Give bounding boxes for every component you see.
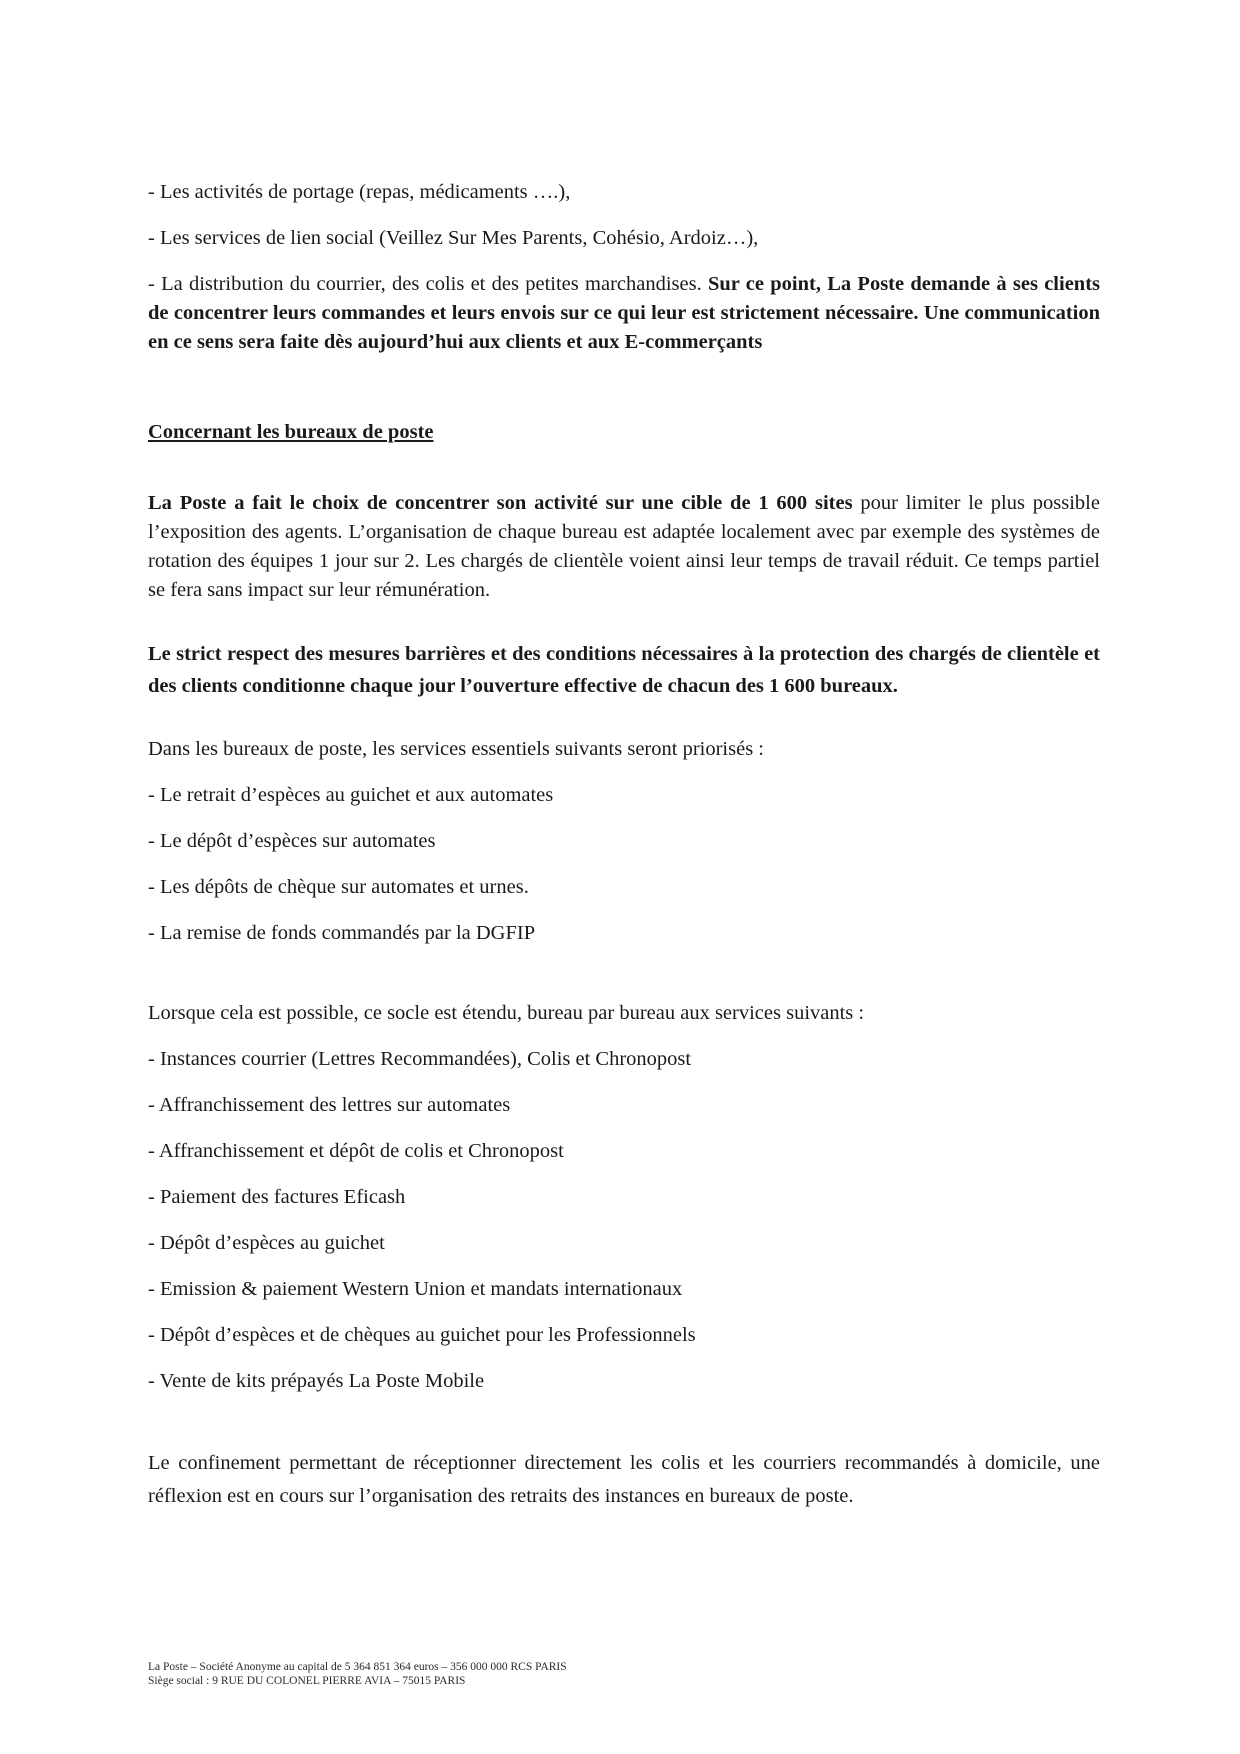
paragraph-sites bbox=[148, 489, 1100, 605]
list-item: - Dépôt d’espèces et de chèques au guichet pour les Professionnels bbox=[148, 1324, 696, 1346]
list-item: - Le retrait d’espèces au guichet et aux automates bbox=[148, 784, 554, 806]
distribution-paragraph bbox=[148, 270, 1100, 357]
section-heading: Concernant les bureaux de poste bbox=[148, 421, 434, 443]
closing-paragraph: Le confinement permettant de réceptionner directement les colis et les courriers recommandés à domicile, une réflexion est en cours sur l’organisation des retraits des instances en bureaux de poste. bbox=[148, 1452, 1100, 1507]
essential-services-intro: Dans les bureaux de poste, les services essentiels suivants seront priorisés : bbox=[148, 738, 765, 760]
paragraph-barrier-measures: Le strict respect des mesures barrières et des conditions nécessaires à la protection des chargés de clientèle et des clients conditionne chaque jour l’ouverture effective de chacun des 1 600 bureaux. bbox=[148, 643, 1100, 697]
document-body bbox=[148, 178, 1100, 1513]
list-item: - La remise de fonds commandés par la DGFIP bbox=[148, 922, 536, 944]
list-item: - Paiement des factures Eficash bbox=[148, 1186, 406, 1208]
list-item: - Les services de lien social (Veillez Sur Mes Parents, Cohésio, Ardoiz…), bbox=[148, 227, 759, 249]
paragraph-sites-text: pour limiter le plus possible l’exposition des agents. L’organisation de chaque bureau est adaptée localement avec par exemple des systèmes de rotation des équipes 1 jour sur 2. Les chargés de clientèle voient ainsi leur temps de travail réduit. Ce temps partiel se fera sans impact sur leur rémunération. bbox=[148, 492, 1100, 601]
list-item: - Vente de kits prépayés La Poste Mobile bbox=[148, 1370, 485, 1392]
distribution-text: - La distribution du courrier, des colis et des petites marchandises. bbox=[148, 273, 708, 295]
extended-services-intro: Lorsque cela est possible, ce socle est étendu, bureau par bureau aux services suivants : bbox=[148, 1002, 865, 1024]
paragraph-sites-bold: La Poste a fait le choix de concentrer son activité sur une cible de 1 600 sites bbox=[148, 492, 853, 514]
list-item: - Emission & paiement Western Union et mandats internationaux bbox=[148, 1278, 683, 1300]
list-item: - Affranchissement des lettres sur automates bbox=[148, 1094, 511, 1116]
list-item: - Les activités de portage (repas, médicaments ….), bbox=[148, 181, 571, 203]
footer-company-line: La Poste – Société Anonyme au capital de 5 364 851 364 euros – 356 000 000 RCS PARIS bbox=[148, 1661, 567, 1673]
list-item: - Le dépôt d’espèces sur automates bbox=[148, 830, 436, 852]
list-item: - Affranchissement et dépôt de colis et Chronopost bbox=[148, 1140, 564, 1162]
distribution-bold-text: Sur ce point, La Poste demande à ses clients de concentrer leurs commandes et leurs envois sur ce qui leur est strictement nécessaire. Une communication en ce sens sera faite dès aujourd’hui aux clients et aux E-commerçants bbox=[148, 273, 1101, 353]
page-footer bbox=[148, 1660, 567, 1688]
list-item: - Instances courrier (Lettres Recommandées), Colis et Chronopost bbox=[148, 1048, 692, 1070]
list-item: - Dépôt d’espèces au guichet bbox=[148, 1232, 385, 1254]
footer-address-line: Siège social : 9 RUE DU COLONEL PIERRE AVIA – 75015 PARIS bbox=[148, 1675, 466, 1687]
list-item: - Les dépôts de chèque sur automates et urnes. bbox=[148, 876, 529, 898]
